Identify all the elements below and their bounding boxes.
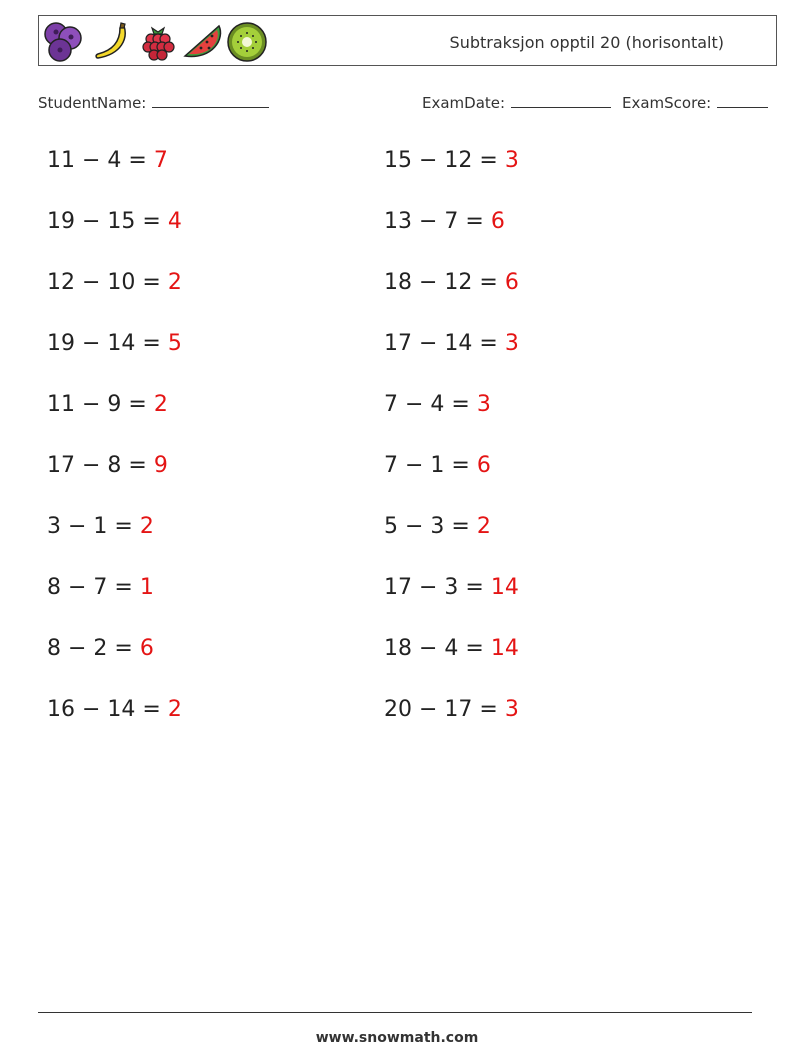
question: 19 − 15 = [47,209,161,234]
problem-left-2 [47,209,182,234]
problem-right-4 [384,331,519,356]
exam-score-label: ExamScore: [622,94,712,112]
question: 7 − 4 = [384,392,470,417]
footer-website[interactable]: www.snowmath.com [315,1030,479,1046]
problem-left-7 [47,514,154,539]
answer: 2 [167,697,182,722]
question: 11 − 4 = [47,148,147,173]
problem-right-5 [384,392,491,417]
question: 5 − 3 = [384,514,470,539]
question: 19 − 14 = [47,331,161,356]
exam-date-field[interactable] [422,93,611,112]
exam-score-field[interactable] [622,93,768,112]
answer: 2 [153,392,168,417]
problem-left-6 [47,453,168,478]
answer: 3 [504,148,519,173]
question: 18 − 4 = [384,636,484,661]
answer: 14 [490,575,519,600]
answer: 6 [490,209,505,234]
problem-right-8 [384,575,519,600]
answer: 6 [476,453,491,478]
answer: 5 [167,331,182,356]
answer: 3 [476,392,491,417]
problem-right-7 [384,514,491,539]
problem-left-1 [47,148,168,173]
question: 17 − 8 = [47,453,147,478]
problem-right-2 [384,209,505,234]
question: 20 − 17 = [384,697,498,722]
problem-right-3 [384,270,519,295]
question: 15 − 12 = [384,148,498,173]
answer: 6 [504,270,519,295]
answer: 1 [139,575,154,600]
student-name-field[interactable] [38,93,269,112]
answer: 6 [139,636,154,661]
watermelon-icon [181,20,225,64]
problem-right-1 [384,148,519,173]
question: 13 − 7 = [384,209,484,234]
problem-left-8 [47,575,154,600]
student-name-line[interactable] [152,93,269,108]
header-box [38,15,777,66]
answer: 4 [167,209,182,234]
problem-right-10 [384,697,519,722]
question: 8 − 2 = [47,636,133,661]
answer: 14 [490,636,519,661]
answer: 3 [504,331,519,356]
exam-date-line[interactable] [511,93,611,108]
question: 18 − 12 = [384,270,498,295]
question: 17 − 14 = [384,331,498,356]
worksheet-title: Subtraksjon opptil 20 (horisontalt) [449,33,724,52]
answer: 3 [504,697,519,722]
answer: 9 [153,453,168,478]
question: 7 − 1 = [384,453,470,478]
problem-left-10 [47,697,182,722]
problem-left-3 [47,270,182,295]
question: 16 − 14 = [47,697,161,722]
problem-right-6 [384,453,491,478]
banana-icon [90,20,134,64]
problem-left-9 [47,636,154,661]
answer: 2 [476,514,491,539]
question: 17 − 3 = [384,575,484,600]
answer: 7 [153,148,168,173]
kiwi-icon [225,20,269,64]
blueberries-icon [42,20,86,64]
answer: 2 [167,270,182,295]
problem-left-4 [47,331,182,356]
raspberry-icon [136,20,180,64]
footer-divider [38,1012,752,1013]
exam-score-line[interactable] [717,93,768,108]
problem-left-5 [47,392,168,417]
question: 3 − 1 = [47,514,133,539]
answer: 2 [139,514,154,539]
exam-date-label: ExamDate: [422,94,506,112]
problem-right-9 [384,636,519,661]
question: 12 − 10 = [47,270,161,295]
question: 8 − 7 = [47,575,133,600]
question: 11 − 9 = [47,392,147,417]
student-name-label: StudentName: [38,94,147,112]
